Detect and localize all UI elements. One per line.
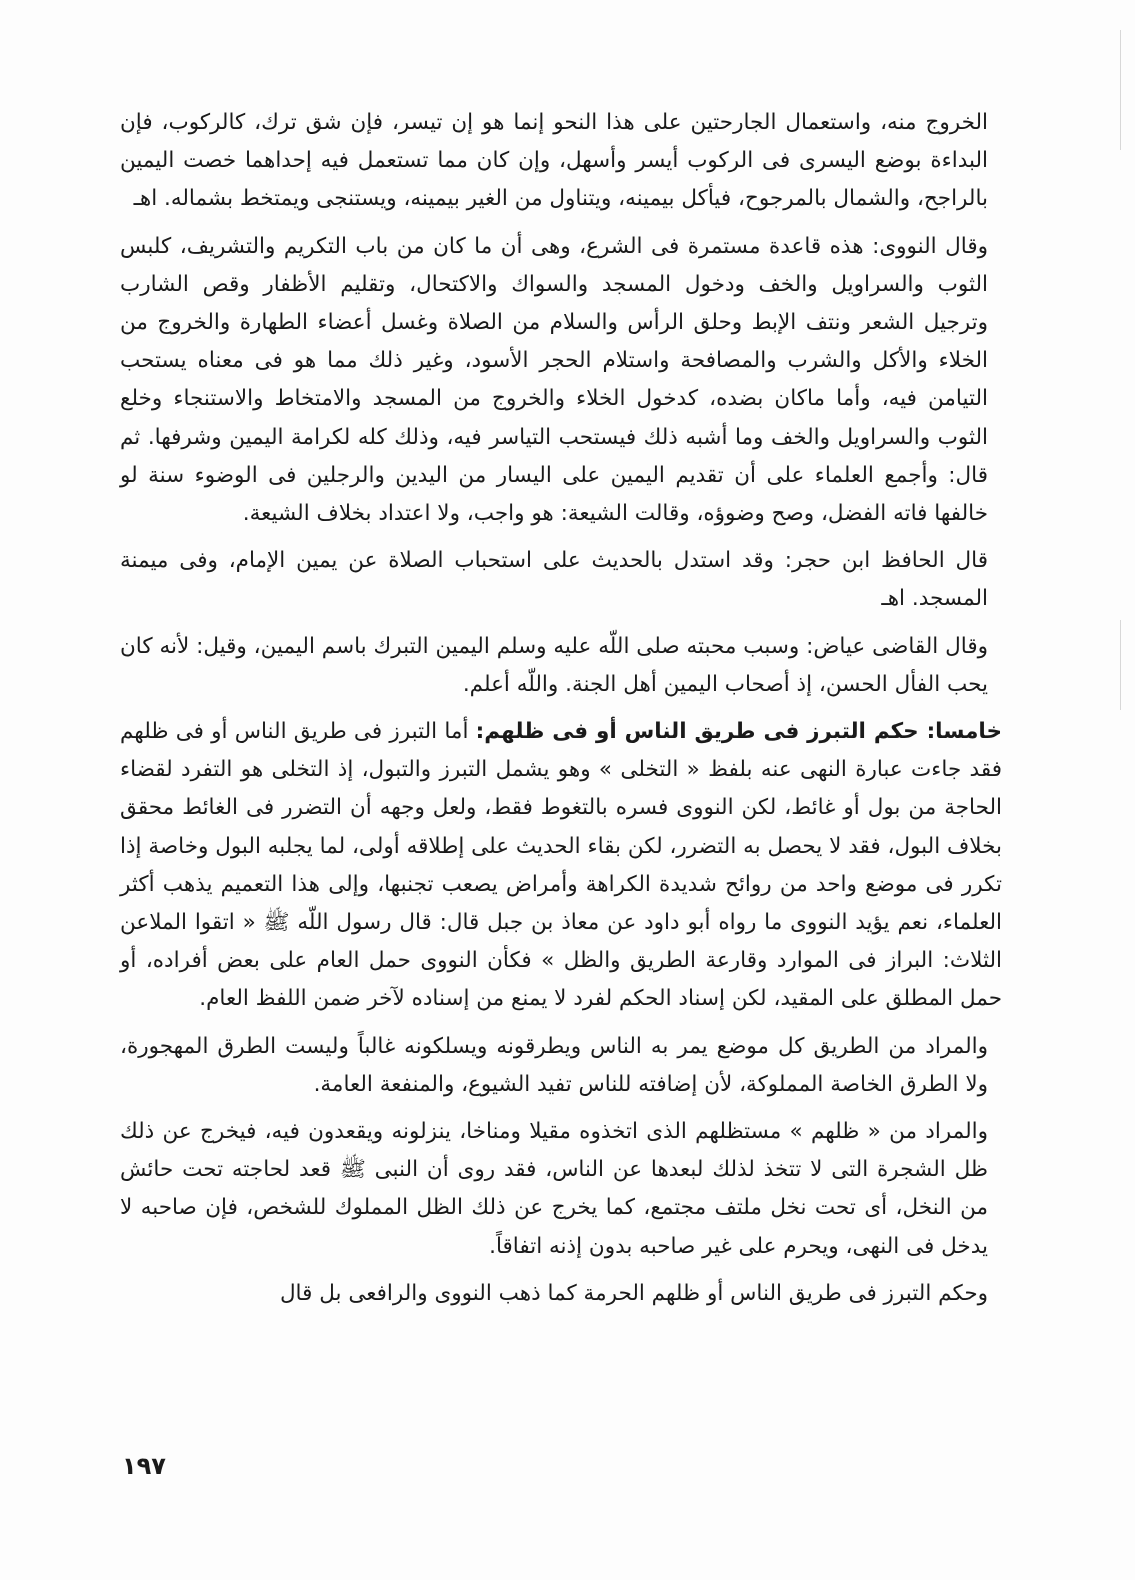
paragraph-nawawi bbox=[120, 228, 988, 534]
paragraph-road-meaning bbox=[120, 1028, 988, 1104]
paragraph-text: والمراد من الطريق كل موضع يمر به الناس ويطرقونه ويسلكونه غالباً وليست الطرق المهجورة، ولا الطرق الخاصة المملوكة، لأن إضافته للناس تفيد الشيوع، والمنفعة العامة. bbox=[120, 1033, 988, 1097]
section-fifth bbox=[120, 713, 1002, 1019]
scan-edge-line bbox=[1120, 30, 1121, 150]
paragraph-ibn-hajar bbox=[120, 542, 988, 618]
paragraph-text: والمراد من « ظلهم » مستظلهم الذى اتخذوه مقيلا ومناخا، ينزلونه ويقعدون فيه، فيخرج عن ذلك ظل الشجرة التى لا تتخذ لذلك لبعدها عن الناس، فقد روى أن النبى ﷺ قعد لحاجته تحت حائش من النخل، أى تحت نخل ملتف مجتمع، كما يخرج عن ذلك الظل المملوك للشخص، فإن صاحبه لا يدخل فى النهى، ويحرم على غير صاحبه بدون إذنه اتفاقاً. bbox=[120, 1119, 988, 1259]
page-number: ١٩٧ bbox=[122, 1452, 166, 1480]
body-text bbox=[120, 104, 1002, 1322]
paragraph-continuation bbox=[120, 104, 988, 219]
paragraph-qadi-iyad bbox=[120, 628, 988, 704]
paragraph-text: وحكم التبرز فى طريق الناس أو ظلهم الحرمة كما ذهب النووى والرافعى بل قال bbox=[279, 1280, 988, 1306]
paragraph-text: وقال النووى: هذه قاعدة مستمرة فى الشرع، وهى أن ما كان من باب التكريم والتشريف، كلبس الثوب والسراويل والخف ودخول المسجد والسواك والاكتحال، وتقليم الأظفار وقص الشارب وترجيل الشعر ونتف الإبط وحلق الرأس والسلام من الصلاة وغسل أعضاء الطهارة والخروج من الخلاء والأكل والشرب والمصافحة واستلام الحجر الأسود، وغير ذلك مما هو فى معناه يستحب التيامن فيه، وأما ماكان بضده، كدخول الخلاء والخروج من المسجد والامتخاط والاستنجاء وخلع الثوب والسراويل والخف وما أشبه ذلك فيستحب التياسر فيه، وذلك كله لكرامة اليمين وشرفها. ثم قال: وأجمع العلماء على أن تقديم اليمين على اليسار من اليدين والرجلين فى الوضوء سنة لو خالفها فاته الفضل، وصح وضوؤه، وقالت الشيعة: هو واجب، ولا اعتداد بخلاف الشيعة. bbox=[120, 233, 988, 527]
paragraph-text: الخروج منه، واستعمال الجارحتين على هذا النحو إنما هو إن تيسر، فإن شق ترك، كالركوب، فإن البداءة بوضع اليسرى فى الركوب أيسر وأسهل، وإن كان مما تستعمل فيه إحداهما خصت اليمين بالراجح، والشمال بالمرجوح، فيأكل بيمينه، ويتناول من الغير بيمينه، ويستنجى ويمتخط بشماله. اهـ bbox=[120, 110, 988, 212]
paragraph-shade-meaning bbox=[120, 1113, 988, 1266]
paragraph-ruling bbox=[120, 1275, 988, 1313]
paragraph-text: وقال القاضى عياض: وسبب محبته صلى اللّه عليه وسلم اليمين التبرك باسم اليمين، وقيل: لأنه كان يحب الفأل الحسن، إذ أصحاب اليمين أهل الجنة. واللّه أعلم. bbox=[120, 633, 988, 697]
scan-edge-line bbox=[1120, 620, 1121, 710]
paragraph-text: قال الحافظ ابن حجر: وقد استدل بالحديث على استحباب الصلاة عن يمين الإمام، وفى ميمنة المسجد. اهـ bbox=[120, 548, 988, 612]
section-heading: خامسا: حكم التبرز فى طريق الناس أو فى ظلهم: bbox=[475, 719, 1002, 745]
paragraph-text: أما التبرز فى طريق الناس أو فى ظلهم فقد جاءت عبارة النهى عنه بلفظ « التخلى » وهو يشمل التبرز والتبول، إذ التخلى هو التفرد لقضاء الحاجة من بول أو غائط، لكن النووى فسره بالتغوط فقط، ولعل وجهه أن التضرر فى الغائط محقق بخلاف البول، فقد لا يحصل به التضرر، لكن بقاء الحديث على إطلاقه أولى، لما يجلبه البول وخاصة إذا تكرر فى موضع واحد من روائح شديدة الكراهة وأمراض يصعب تجنبها، وإلى هذا التعميم يذهب أكثر العلماء، نعم يؤيد النووى ما رواه أبو داود عن معاذ بن جبل قال: قال رسول اللّه ﷺ « اتقوا الملاعن الثلاث: البراز فى الموارد وقارعة الطريق والظل » فكأن النووى حمل العام على بعض أفراده، أو حمل المطلق على المقيد، لكن إسناد الحكم لفرد لا يمنع من إسناده لآخر ضمن اللفظ العام. bbox=[120, 719, 1002, 1012]
